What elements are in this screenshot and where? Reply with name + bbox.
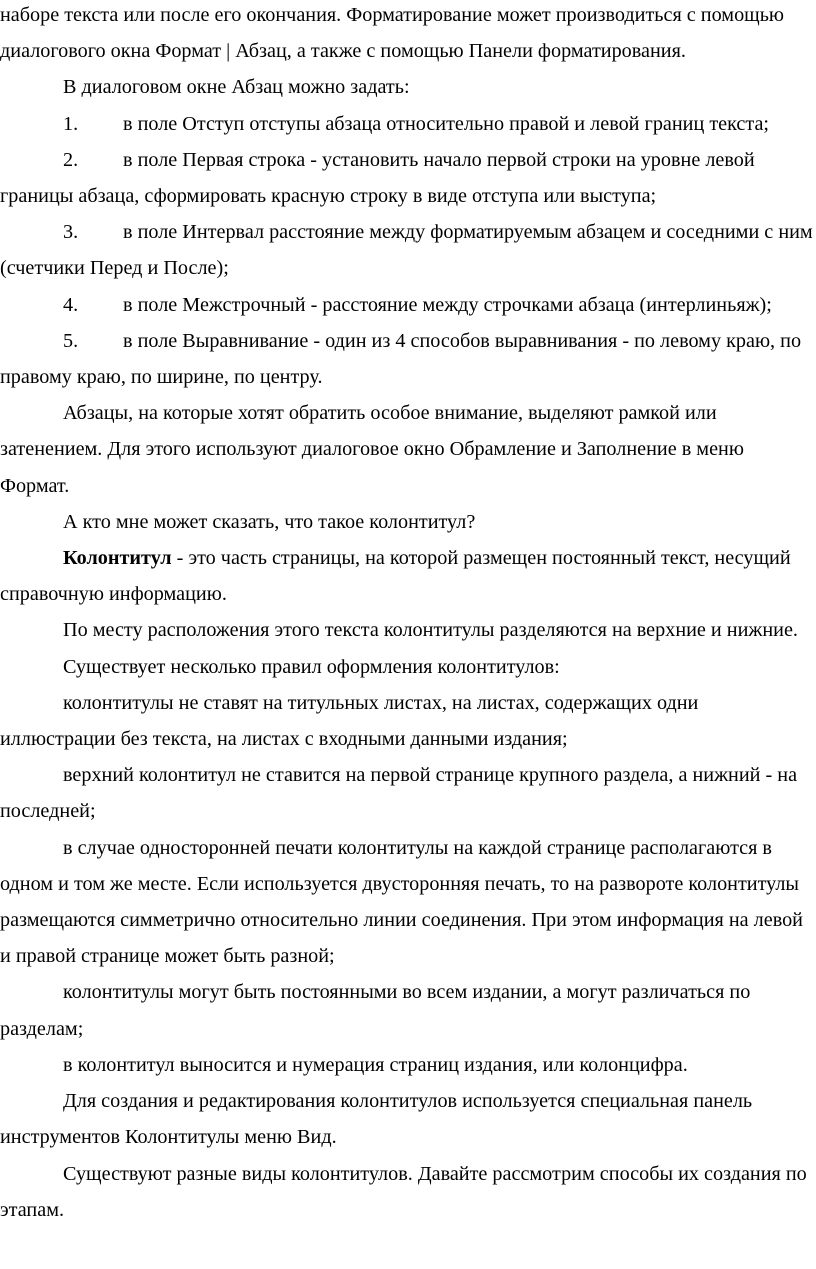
paragraph: верхний колонтитул не ставится на первой странице крупного раздела, а нижний - на последней; xyxy=(0,764,798,823)
paragraph: Абзацы, на которые хотят обратить особое внимание, выделяют рамкой или затенением. Для этого используют диалоговое окно Обрамление и Заполнение в меню Формат. xyxy=(0,402,744,497)
paragraph: Для создания и редактирования колонтитулов используется специальная панель инструментов Колонтитулы меню Вид. xyxy=(0,1090,753,1149)
paragraph: колонтитулы не ставят на титульных листах, на листах, содержащих одни иллюстрации без текста, на листах с входными данными издания; xyxy=(0,691,699,751)
paragraph: в колонтитул выносится и нумерация страниц издания, или колонцифра. xyxy=(63,1053,688,1076)
paragraph: А кто мне может сказать, что такое колонтитул? xyxy=(63,510,476,533)
definition-text: - это часть страницы, на которой размещен постоянный текст, несущий справочную информацию. xyxy=(0,547,791,606)
list-number: 1. xyxy=(63,112,79,135)
list-item-text: в поле Отступ отступы абзаца относительно правой и левой границ текста; xyxy=(123,112,770,135)
paragraph: По месту расположения этого текста колонтитулы разделяются на верхние и нижние. xyxy=(63,619,798,642)
list-item xyxy=(0,106,816,142)
list-number: 3. xyxy=(63,221,79,244)
definition-paragraph xyxy=(0,540,816,612)
list-item xyxy=(0,214,816,286)
list-number: 5. xyxy=(63,329,79,352)
list-item-text: в поле Первая строка - установить начало первой строки на уровне левой границы абзаца, сформировать красную строку в виде отступа или выступа; xyxy=(0,148,755,208)
list-item xyxy=(0,323,816,395)
paragraph: Существует несколько правил оформления колонтитулов: xyxy=(63,655,560,678)
paragraph: колонтитулы могут быть постоянными во всем издании, а могут различаться по разделам; xyxy=(0,981,751,1040)
list-item xyxy=(0,287,816,323)
list-item-text: в поле Межстрочный - расстояние между строчками абзаца (интерлиньяж); xyxy=(123,293,772,316)
paragraph: Существуют разные виды колонтитулов. Давайте рассмотрим способы их создания по этапам. xyxy=(0,1162,807,1221)
list-number: 4. xyxy=(63,293,79,316)
paragraph: В диалоговом окне Абзац можно задать: xyxy=(63,76,410,99)
paragraph: наборе текста или после его окончания. Форматирование может производиться с помощью диалогового окна Формат | Абзац, а также с помощью Панели форматирования. xyxy=(0,4,784,63)
list-item xyxy=(0,142,816,214)
list-item-text: в поле Интервал расстояние между форматируемым абзацем и соседними с ним (счетчики Перед и После); xyxy=(0,221,813,280)
term: Колонтитул xyxy=(63,547,172,570)
list-number: 2. xyxy=(63,148,79,171)
list-item-text: в поле Выравнивание - один из 4 способов выравнивания - по левому краю, по правому краю, по ширине, по центру. xyxy=(0,329,802,389)
paragraph: в случае односторонней печати колонтитулы на каждой странице располагаются в одном и том же месте. Если используется двусторонняя печать, то на развороте колонтитулы размещаются симметрично относительно линии соединения. При этом информация на левой и правой странице может быть разной; xyxy=(0,836,803,968)
